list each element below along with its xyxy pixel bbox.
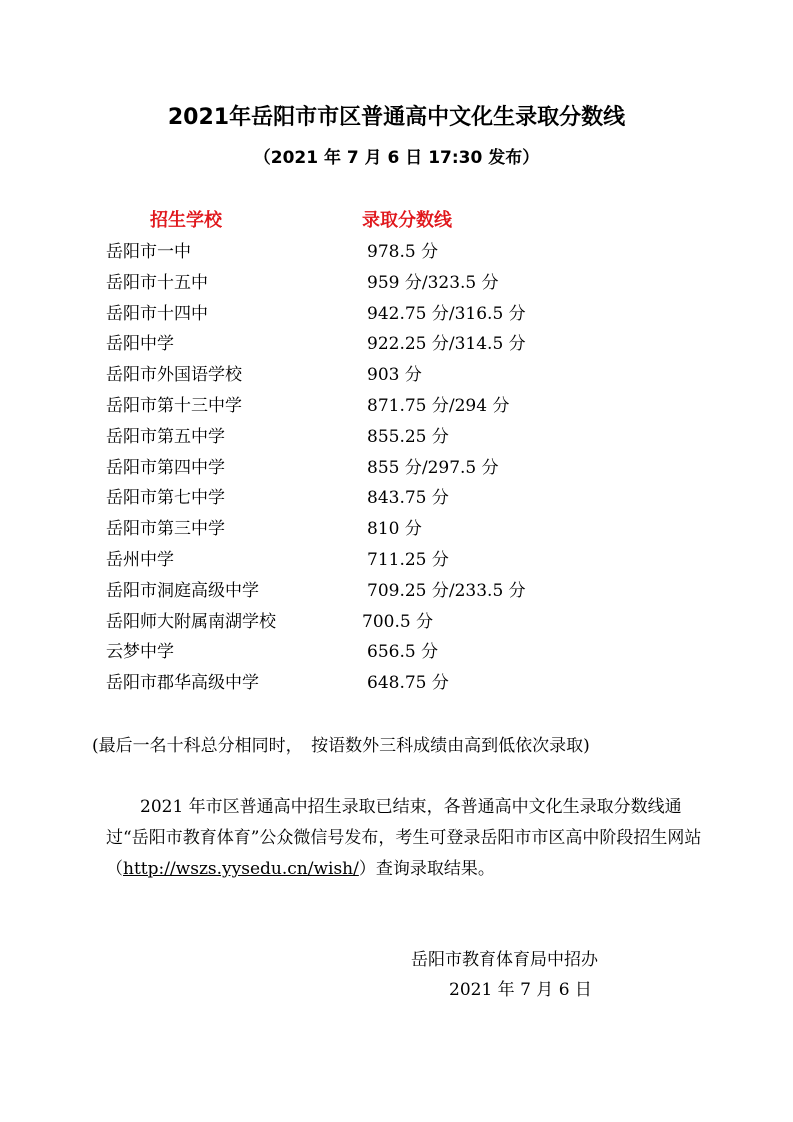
- table-row: [0, 453, 793, 484]
- paragraph-text-end: ）查询录取结果。: [358, 859, 495, 879]
- school-name: 岳阳市第五中学: [106, 426, 225, 447]
- school-score: 942.75 分/316.5 分: [367, 303, 526, 324]
- school-name: 岳阳市十五中: [106, 272, 208, 293]
- school-name: 岳阳市第四中学: [106, 457, 225, 478]
- school-name: 岳阳市郡华高级中学: [106, 673, 259, 694]
- table-row: [0, 329, 793, 360]
- table-row: [0, 391, 793, 422]
- table-row: [0, 545, 793, 576]
- score-table: [0, 237, 793, 699]
- signature-org: 岳阳市教育体育局中招办: [411, 950, 598, 970]
- header-score: 录取分数线: [362, 210, 452, 231]
- school-score: 709.25 分/233.5 分: [367, 580, 526, 601]
- school-score: 843.75 分: [367, 488, 449, 509]
- school-name: 岳阳市十四中: [106, 303, 208, 324]
- table-row: [0, 299, 793, 330]
- school-score: 922.25 分/314.5 分: [367, 334, 526, 355]
- school-name: 岳阳中学: [106, 334, 174, 355]
- school-score: 810 分: [367, 519, 422, 540]
- table-row: [0, 268, 793, 299]
- school-score: 903 分: [367, 365, 422, 386]
- school-score: 700.5 分: [362, 611, 434, 632]
- paragraph-text: 2021 年市区普通高中招生录取已结束，各普通高中文化生录取分数线通过“岳阳市教育体育”公众微信号发布，考生可登录岳阳市市区高中阶段招生网站（: [106, 797, 702, 879]
- school-name: 岳阳市洞庭高级中学: [106, 580, 259, 601]
- header-school: 招生学校: [150, 210, 222, 231]
- school-score: 959 分/323.5 分: [367, 272, 499, 293]
- page-title: 2021年岳阳市市区普通高中文化生录取分数线: [167, 105, 626, 130]
- school-score: 711.25 分: [367, 549, 449, 570]
- school-name: 岳阳市第七中学: [106, 488, 225, 509]
- school-name: 岳阳师大附属南湖学校: [106, 611, 276, 632]
- school-score: 648.75 分: [367, 673, 449, 694]
- table-row: [0, 483, 793, 514]
- signature-date: 2021 年 7 月 6 日: [449, 980, 592, 1000]
- table-row: [0, 576, 793, 607]
- page-subtitle: （2021 年 7 月 6 日 17:30 发布）: [253, 148, 540, 168]
- table-row: [0, 668, 793, 699]
- tiebreak-note: (最后一名十科总分相同时， 按语数外三科成绩由高到低依次录取): [92, 736, 590, 756]
- school-name: 岳州中学: [106, 549, 174, 570]
- announcement-paragraph: [106, 792, 706, 885]
- table-row: [0, 237, 793, 268]
- table-row: [0, 607, 793, 638]
- school-name: 岳阳市一中: [106, 242, 191, 262]
- school-name: 岳阳市第三中学: [106, 519, 225, 540]
- school-score: 855 分/297.5 分: [367, 457, 499, 478]
- enrollment-site-link[interactable]: http://wszs.yysedu.cn/wish/: [123, 859, 359, 879]
- school-score: 656.5 分: [367, 642, 439, 663]
- school-score: 978.5 分: [367, 242, 439, 262]
- school-name: 岳阳市第十三中学: [106, 395, 242, 416]
- school-score: 855.25 分: [367, 426, 449, 447]
- school-name: 云梦中学: [106, 642, 174, 663]
- school-score: 871.75 分/294 分: [367, 395, 510, 416]
- table-row: [0, 360, 793, 391]
- school-name: 岳阳市外国语学校: [106, 365, 242, 386]
- table-row: [0, 422, 793, 453]
- table-row: [0, 637, 793, 668]
- table-row: [0, 514, 793, 545]
